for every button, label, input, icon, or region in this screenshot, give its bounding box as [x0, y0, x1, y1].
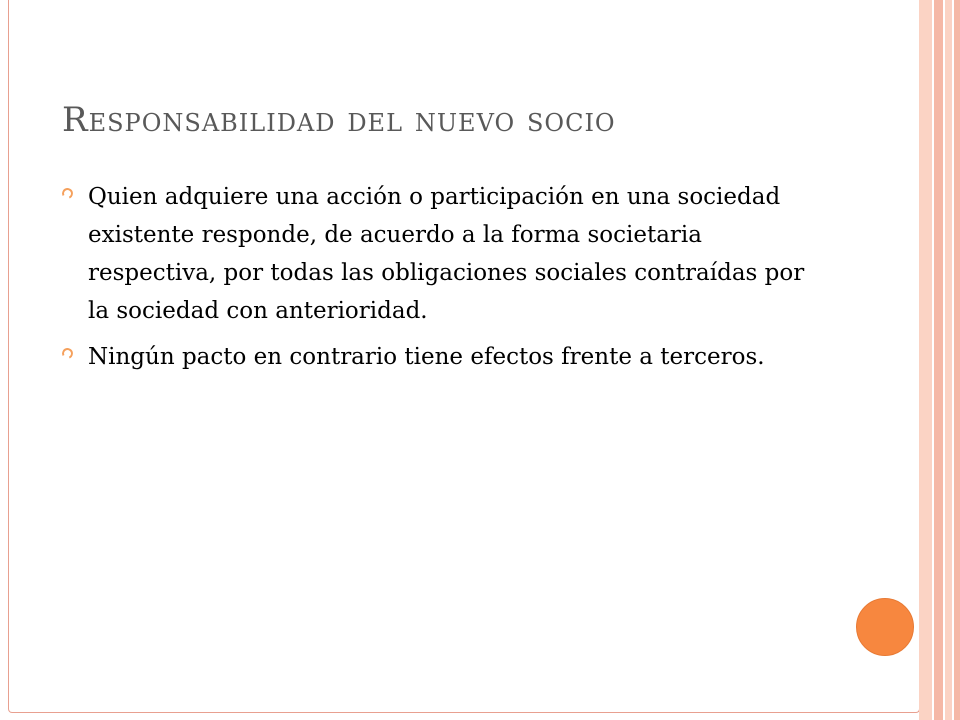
stripe — [954, 0, 960, 720]
circle-bullet-icon — [60, 346, 74, 360]
stripe — [934, 0, 943, 720]
bullet-list — [62, 178, 832, 384]
bullet-text: Quien adquiere una acción o participación en una sociedad existente responde, de acuerdo a la forma societaria respectiva, por todas las obligaciones sociales contraídas por la sociedad con anterioridad. — [88, 184, 805, 324]
stripe — [945, 0, 952, 720]
bullet-text: Ningún pacto en contrario tiene efectos frente a terceros. — [88, 344, 765, 370]
slide-title: Responsabilidad del nuevo socio — [62, 100, 616, 140]
stripe — [919, 0, 932, 720]
circle-bullet-icon — [60, 186, 74, 200]
bullet-item — [62, 178, 832, 330]
decorative-circle — [856, 598, 914, 656]
decorative-stripes — [919, 0, 960, 720]
bullet-item — [62, 338, 832, 376]
